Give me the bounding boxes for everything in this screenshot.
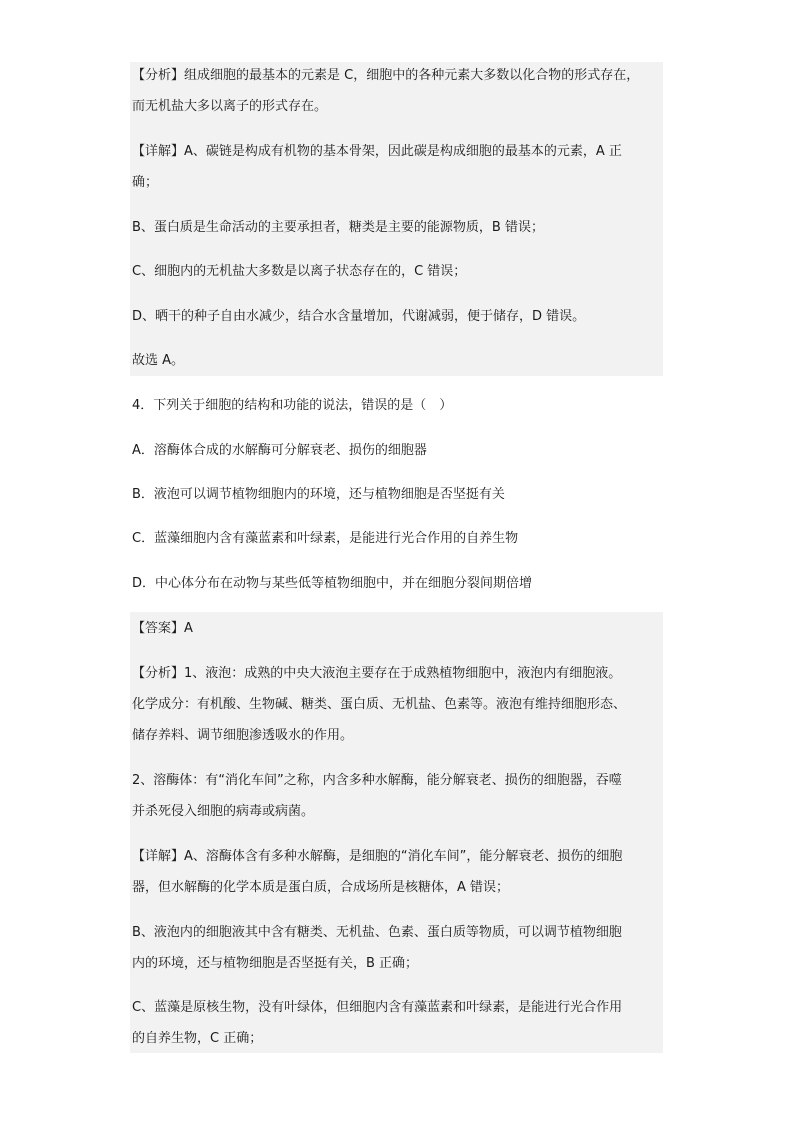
answer-line: 【答案】A	[132, 621, 193, 636]
detail-line: B、液泡内的细胞液其中含有糖类、无机盐、色素、蛋白质等物质，可以调节植物细胞	[132, 925, 622, 940]
analysis-line: 储存养料、调节细胞渗透吸水的作用。	[132, 728, 354, 743]
detail-line: 器，但水解酶的化学本质是蛋白质，合成场所是核糖体，A 错误；	[132, 880, 510, 895]
detail-line: 确；	[132, 175, 159, 190]
detail-option-c: C、细胞内的无机盐大多数是以离子状态存在的，C 错误；	[132, 264, 467, 279]
detail-line: 内的环境，还与植物细胞是否坚挺有关，B 正确；	[132, 956, 419, 971]
question-option-c: C．蓝藻细胞内含有藻蓝素和叶绿素，是能进行光合作用的自养生物	[132, 531, 519, 546]
question-option-b: B．液泡可以调节植物细胞内的环境，还与植物细胞是否坚挺有关	[132, 487, 505, 502]
detail-line: 的自养生物，C 正确；	[132, 1031, 263, 1046]
question-stem: 4．下列关于细胞的结构和功能的说法，错误的是（ ）	[132, 398, 453, 413]
question-option-a: A．溶酶体合成的水解酶可分解衰老、损伤的细胞器	[132, 443, 427, 458]
analysis-line: 【分析】1、液泡：成熟的中央大液泡主要存在于成熟植物细胞中，液泡内有细胞液。	[132, 666, 622, 681]
conclusion-line: 故选 A。	[132, 353, 185, 368]
question-option-d: D．中心体分布在动物与某些低等植物细胞中，并在细胞分裂间期倍增	[132, 576, 533, 591]
detail-line: 【详解】A、溶酶体含有多种水解酶，是细胞的“消化车间”，能分解衰老、损伤的细胞	[132, 849, 623, 864]
analysis-line: 【分析】组成细胞的最基本的元素是 C，细胞中的各种元素大多数以化合物的形式存在，	[132, 68, 640, 83]
detail-option-d: D、晒干的种子自由水减少，结合水含量增加，代谢减弱，便于储存，D 错误。	[132, 309, 586, 324]
detail-option-b: B、蛋白质是生命活动的主要承担者，糖类是主要的能源物质，B 错误；	[132, 220, 544, 235]
detail-line: C、蓝藻是原核生物，没有叶绿体，但细胞内含有藻蓝素和叶绿素，是能进行光合作用	[132, 1000, 623, 1015]
analysis-line: 并杀死侵入细胞的病毒或病菌。	[132, 804, 315, 819]
analysis-line: 2、溶酶体：有“消化车间”之称，内含多种水解酶，能分解衰老、损伤的细胞器，吞噬	[132, 773, 622, 788]
detail-line: 【详解】A、碳链是构成有机物的基本骨架，因此碳是构成细胞的最基本的元素，A 正	[132, 144, 622, 159]
analysis-line: 化学成分：有机酸、生物碱、糖类、蛋白质、无机盐、色素等。液泡有维持细胞形态、	[132, 697, 627, 712]
analysis-line: 而无机盐大多以离子的形式存在。	[132, 99, 328, 114]
